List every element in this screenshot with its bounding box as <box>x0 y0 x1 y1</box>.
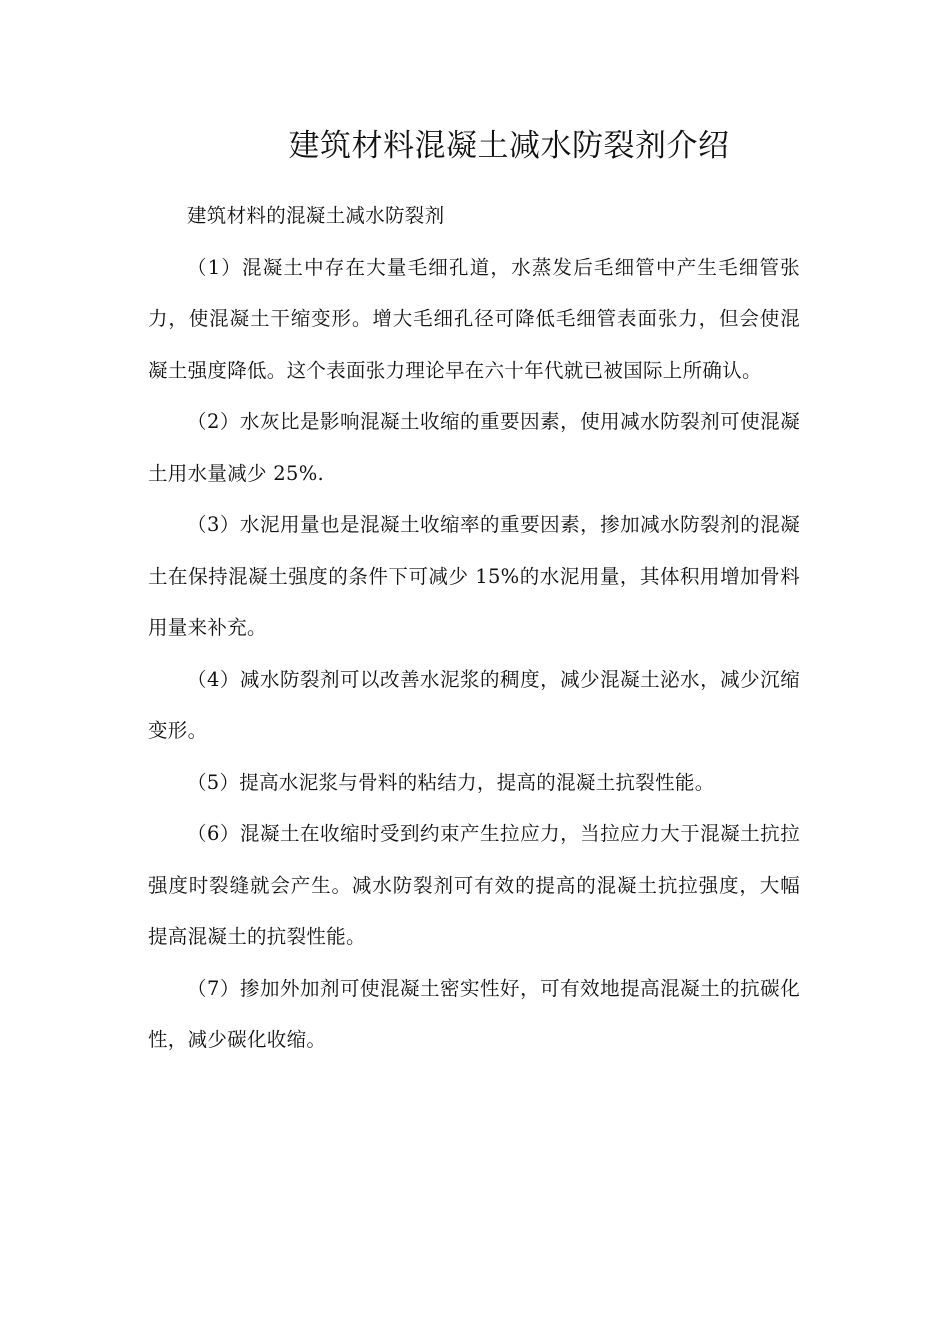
paragraph-5: （5）提高水泥浆与骨料的粘结力，提高的混凝土抗裂性能。 <box>187 770 715 794</box>
paragraph-4: （4）减水防裂剂可以改善水泥浆的稠度，减少混凝土泌水，减少沉缩变形。 <box>148 667 800 742</box>
paragraph-6: （6）混凝土在收缩时受到约束产生拉应力，当拉应力大于混凝土抗拉强度时裂缝就会产生。减水防裂剂可有效的提高的混凝土抗拉强度，大幅提高混凝土的抗裂性能。 <box>148 822 800 948</box>
paragraph-3: （3）水泥用量也是混凝土收缩率的重要因素，掺加减水防裂剂的混凝土在保持混凝土强度的条件下可减少 15%的水泥用量，其体积用增加骨料用量来补充。 <box>148 513 800 639</box>
paragraph-1: （1）混凝土中存在大量毛细孔道，水蒸发后毛细管中产生毛细管张力，使混凝土干缩变形。增大毛细孔径可降低毛细管表面张力，但会使混凝土强度降低。这个表面张力理论早在六十年代就已被国际上所确认。 <box>148 255 800 382</box>
document-body <box>148 190 800 1066</box>
paragraph-7: （7）掺加外加剂可使混凝土密实性好，可有效地提高混凝土的抗碳化性，减少碳化收缩。 <box>148 976 800 1051</box>
paragraph-2: （2）水灰比是影响混凝土收缩的重要因素，使用减水防裂剂可使混凝土用水量减少 25%. <box>148 410 800 485</box>
document-title: 建筑材料混凝土减水防裂剂介绍 <box>288 128 730 164</box>
subtitle-paragraph: 建筑材料的混凝土减水防裂剂 <box>187 204 445 227</box>
